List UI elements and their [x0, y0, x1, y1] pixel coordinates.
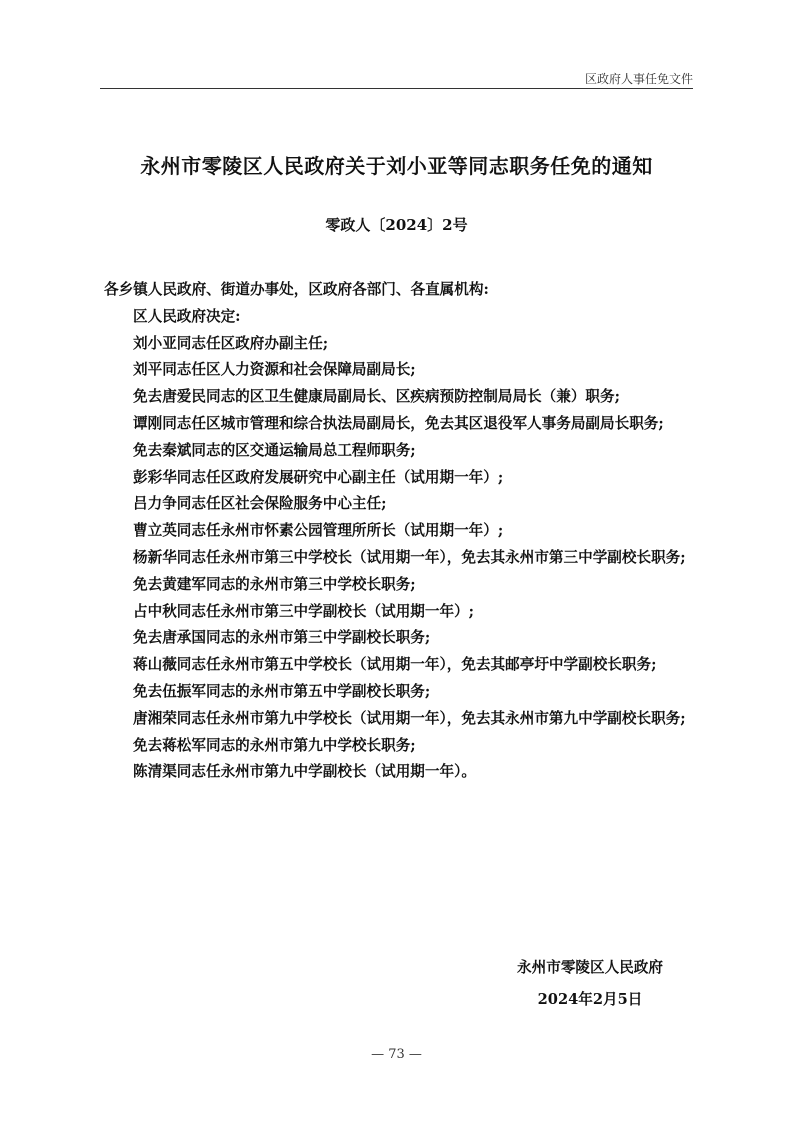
document-title: 永州市零陵区人民政府关于刘小亚等同志职务任免的通知	[140, 154, 653, 178]
signature-block	[517, 952, 663, 1016]
paragraph: 刘平同志任区人力资源和社会保障局副局长;	[133, 361, 416, 379]
paragraph: 免去黄建军同志的永州市第三中学校长职务;	[133, 575, 416, 593]
paragraph: 免去伍振军同志的永州市第五中学副校长职务;	[133, 682, 431, 700]
paragraph: 区人民政府决定:	[133, 307, 241, 325]
paragraph: 免去秦斌同志的区交通运输局总工程师职务;	[133, 441, 416, 459]
paragraph: 陈清渠同志任永州市第九中学副校长（试用期一年）。	[133, 763, 476, 781]
issue-date: 2024年2月5日	[537, 991, 643, 1008]
paragraph: 免去蒋松军同志的永州市第九中学校长职务;	[133, 736, 416, 754]
paragraph: 杨新华同志任永州市第三中学校长（试用期一年），免去其永州市第三中学副校长职务;	[133, 548, 686, 566]
paragraph: 蒋山薇同志任永州市第五中学校长（试用期一年），免去其邮亭圩中学副校长职务;	[133, 656, 657, 674]
document-number: 零政人〔2024〕2号	[325, 216, 468, 234]
addressee: 各乡镇人民政府、街道办事处，区政府各部门、各直属机构:	[104, 281, 489, 298]
paragraph: 彭彩华同志任区政府发展研究中心副主任（试用期一年）;	[133, 468, 504, 486]
header-rule	[100, 88, 693, 89]
paragraph: 免去唐承国同志的永州市第三中学副校长职务;	[133, 629, 431, 647]
paragraph: 谭刚同志任区城市管理和综合执法局副局长，免去其区退役军人事务局副局长职务;	[133, 414, 664, 432]
paragraph: 吕力争同志任区社会保险服务中心主任;	[133, 495, 387, 513]
document-body	[104, 277, 694, 786]
paragraph: 免去唐爱民同志的区卫生健康局副局长、区疾病预防控制局局长（兼）职务;	[133, 388, 620, 406]
paragraph: 刘小亚同志任区政府办副主任;	[133, 334, 329, 352]
issuing-organization: 永州市零陵区人民政府	[517, 959, 663, 976]
paragraph: 曹立英同志任永州市怀素公园管理所所长（试用期一年）;	[133, 522, 504, 540]
paragraph: 唐湘荣同志任永州市第九中学校长（试用期一年），免去其永州市第九中学副校长职务;	[133, 709, 686, 727]
page-number: — 73 —	[371, 1047, 422, 1062]
running-header: 区政府人事任免文件	[584, 72, 693, 86]
paragraph: 占中秋同志任永州市第三中学副校长（试用期一年）;	[133, 602, 475, 620]
